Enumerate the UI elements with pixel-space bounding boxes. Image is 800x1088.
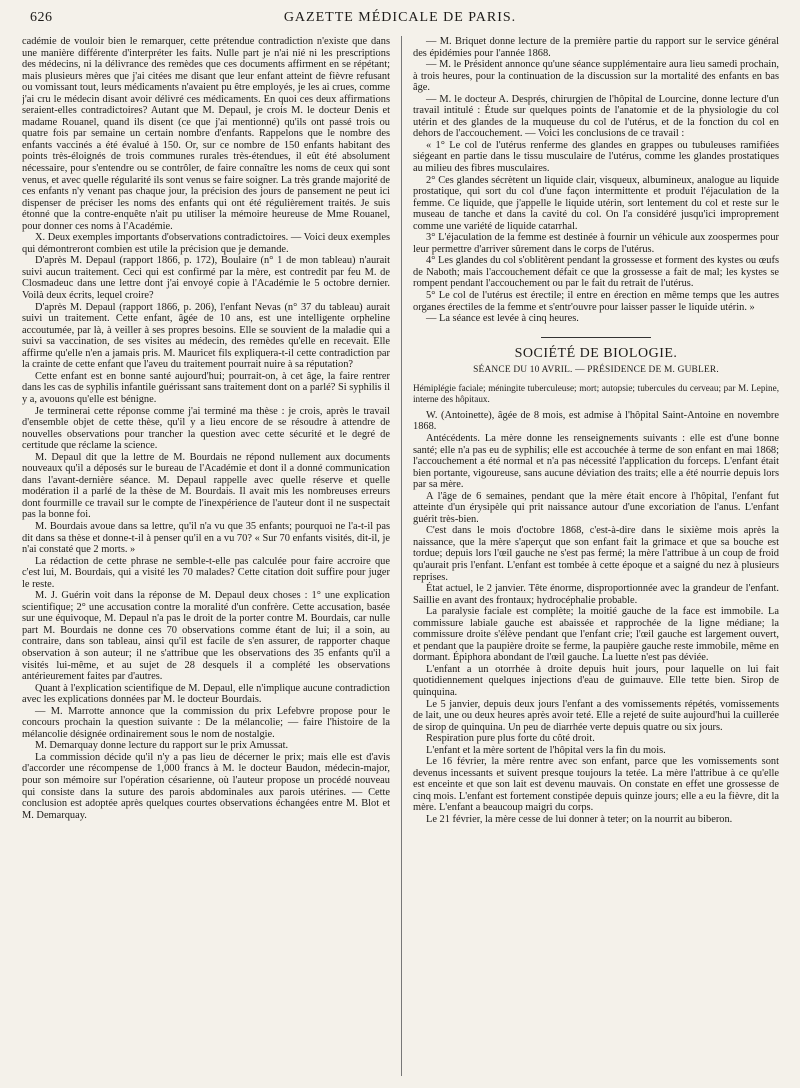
paragraph: Cette enfant est en bonne santé aujourd'hui; pourrait-on, à cet âge, la faire rentrer dans les cas de syphilis infantile guérissant sans traitement dont on a parlé? Si syphilis il y a, avouons qu'elle est bénigne. bbox=[22, 370, 390, 405]
paragraph: M. Depaul dit que la lettre de M. Bourdais ne répond nullement aux documents nouveaux qu'il a déposés sur le bureau de l'Académie et dont il a donné communication dans l'avant-dernière séance. M. Depaul rappelle avec quelle réserve et quelle modération il a parlé de la thèse de M. Bourdais. Il avait mis les nombreuses erreurs dont fourmille ce travail sur le compte de l'inexpérience de l'auteur dont il ne suspectait pas la bonne foi. bbox=[22, 451, 390, 521]
paragraph: La commission décide qu'il n'y a pas lieu de décerner le prix; mais elle est d'avis d'accorder une récompense de 1,000 francs à M. le docteur Baudon, médecin-major, pour son mémoire sur l'opération césarienne, où l'auteur propose un procédé nouveau qui consiste dans la suture des parois abdominales aux parois utérines. — Cette conclusion est adoptée après quelques courtes observations échangées entre M. Blot et M. Demarquay. bbox=[22, 751, 390, 821]
column-divider bbox=[401, 36, 402, 1076]
section-heading: X. Deux exemples importants d'observations contradictoires. — Voici deux exemples qui démontreront combien est utile la précision que je demande. bbox=[22, 232, 390, 255]
paragraph: « 1° Le col de l'utérus renferme des glandes en grappes ou tubuleuses ramifiées siégeant en partie dans le tissu musculaire de l'utérus, comme les glandes prostatiques au milieu des fibres musculaires. bbox=[413, 139, 779, 175]
paragraph: — M. le docteur A. Després, chirurgien de l'hôpital de Lourcine, donne lecture d'un travail intitulé : Étude sur quelques points de l'anatomie et de la physiologie du col utérin et des glandes de la muqueuse du col de l'utérus, et de la fonction du col en dehors de l'accouchement. — Voici les conclusions de ce travail : bbox=[413, 93, 779, 140]
paragraph: Antécédents. La mère donne les renseignements suivants : elle est d'une bonne santé; elle n'a pas eu de syphilis; elle est accouchée à terme de son enfant en mai 1868; l'accouchement a été normal et n'a pas nécessité l'application du forceps. L'enfant était bien portante, vigoureuse, sans aucune déviation des traits; elle a été nourrie depuis lors par sa mère. bbox=[413, 432, 779, 491]
paragraph: Le 21 février, la mère cesse de lui donner à teter; on la nourrit au biberon. bbox=[426, 814, 733, 825]
paragraph: M. J. Guérin voit dans la réponse de M. Depaul deux choses : 1° une explication scientifique; 2° une accusation contre la moralité d'un confrère. Cette accusation, basée sur une équivoque, M. Depaul n'a pas le droit de la porter contre M. Bourdais, car nulle part M. Bourdais ne donne ces 70 observations comme étant de lui; il a soin, au contraire, dans son tableau, ainsi qu'il est facile de s'en assurer, de rapporter chaque observation à son auteur; il ne s'attribue que les observations des 35 enfants qu'il a visités lui-même, et au sujet de 28 desquels il a complété les observations antérieurement faites par d'autres. bbox=[22, 590, 390, 683]
session-summary: Hémiplégie faciale; méningite tuberculeuse; mort; autopsie; tubercules du cerveau; par M. Lepine, interne des hôpitaux. bbox=[413, 382, 779, 405]
paragraph: M. Demarquay donne lecture du rapport sur le prix Amussat. bbox=[35, 740, 289, 752]
paragraph: 5° Le col de l'utérus est érectile; il entre en érection en même temps que les autres organes érectiles de la femme et s'entr'ouvre pour laisser passer le liquide utérin. » bbox=[413, 290, 779, 313]
paragraph: Le 5 janvier, depuis deux jours l'enfant a des vomissements répétés, vomissements de lait, une ou deux heures après avoir teté. Elle a rejeté de suite aujourd'hui la cuillerée de sirop de quinquina. Un peu de diarrhée verte depuis quatre ou six jours. bbox=[413, 698, 779, 733]
left-column bbox=[22, 36, 390, 1078]
paragraph: La rédaction de cette phrase ne semble-t-elle pas calculée pour faire accroire que c'est lui, M. Bourdais, qui a visité les 70 malades? Cette citation doit suffire pour juger le reste. bbox=[22, 555, 390, 590]
paragraph: La paralysie faciale est complète; la moitié gauche de la face est immobile. La commissure labiale gauche est abaissée et rapprochée de la ligne médiane; la commissure droite s'élève pendant que l'enfant crie; l'œil gauche est largement ouvert, et pendant que la paupière droite se ferme, la paupière gauche reste immobile, même en dormant. Épiphora abondant de l'œil gauche. La luette n'est pas déviée. bbox=[413, 606, 779, 664]
paragraph: D'après M. Depaul (rapport 1866, p. 172), Boulaire (n° 1 de mon tableau) n'aurait suivi aucun traitement. Ceci qui est confirmé par la mère, est contredit par feu M. de Closmadeuc dans une lettre dont j'ai envoyé copie à l'Académie le 5 octobre dernier. Voilà deux écrits, lequel croire? bbox=[22, 255, 390, 302]
section-rule bbox=[541, 337, 651, 338]
paragraph: — M. le Président annonce qu'une séance supplémentaire aura lieu samedi prochain, à trois heures, pour la continuation de la discussion sur la mortalité des enfants en bas âge. bbox=[413, 59, 779, 94]
society-title: SOCIÉTÉ DE BIOLOGIE. bbox=[514, 345, 678, 361]
page-header bbox=[12, 8, 788, 30]
paragraph: Le 16 février, la mère rentre avec son enfant, parce que les vomissements sont devenus incessants et suivent presque toujours la tetée. La mère l'attribue à ce qu'elle est enceinte et que son lait est devenu mauvais. On constate en effet une grossesse de cinq mois. L'enfant est fortement constipée depuis quinze jours; elle a eu la fièvre, dit la mère. L'enfant a beaucoup maigri du corps. bbox=[413, 756, 779, 814]
paragraph: M. Bourdais avoue dans sa lettre, qu'il n'a vu que 35 enfants; pourquoi ne l'a-t-il pas dit dans sa thèse et donne-t-il à penser qu'il en a vu 70? « Sur 70 enfants visités, dit-il, je n'ai constaté que 2 morts. » bbox=[22, 520, 390, 556]
paragraph: État actuel, le 2 janvier. Tête énorme, disproportionnée avec la grandeur de l'enfant. Saillie en avant des frontaux; hydrocéphalie probable. bbox=[413, 583, 779, 606]
paragraph: L'enfant et la mère sortent de l'hôpital vers la fin du mois. bbox=[426, 744, 666, 756]
paragraph: Je terminerai cette réponse comme j'ai terminé ma thèse : je crois, après le travail d'ensemble objet de cette thèse, qu'il y a lieu encore de se résoudre à attendre de nouvelles observations pour trancher la question avec cette sécurité et le degré de certitude que réclame la science. bbox=[22, 405, 390, 452]
paragraph: L'enfant a un otorrhée à droite depuis huit jours, pour laquelle on lui fait quotidiennement quelques injections d'eau de guimauve. Elle tette bien. Sirop de quinquina. bbox=[413, 663, 779, 698]
paragraph: — M. Briquet donne lecture de la première partie du rapport sur le service général des épidémies pour l'année 1868. bbox=[413, 36, 779, 59]
paragraph: — M. Marrotte annonce que la commission du prix Lefebvre propose pour le concours prochain la question suivante : De la mélancolie; — faire l'histoire de la mélancolie désignée ordinairement sous le nom de nostalgie. bbox=[22, 705, 390, 740]
paragraph: D'après M. Depaul (rapport 1866, p. 206), l'enfant Nevas (n° 37 du tableau) aurait suivi un traitement. Cette enfant, âgée de 10 ans, est une intelligente orpheline accoutumée, par là, à veiller à ses propres besoins. Elle se souvient de la maladie qui a suivi sa vaccination, de ses visites au médecin, des remèdes qu'elle en recevait. Elle affirme qu'elle n'en a jamais pris. M. Mauricet fils expliquera-t-il cette contradiction par la crainte de cette enfant que l'aveu du traitement pourrait nuire à sa réputation? bbox=[22, 301, 390, 371]
page-number: 626 bbox=[30, 10, 53, 25]
paragraph: 4° Les glandes du col s'oblitèrent pendant la grossesse et forment des kystes ou œufs de Naboth; mais l'accouchement défait ce que la grossesse a fait de mal; les kystes se rompent pendant l'accouchement ou par le fait du retrait de l'utérus. bbox=[413, 255, 779, 290]
paragraph: C'est dans le mois d'octobre 1868, c'est-à-dire dans le sixième mois après la naissance, que la mère s'aperçut que son enfant fait la grimace et que sa bouche est tordue; depuis lors l'œil gauche ne s'est pas fermé; la mère l'attribue à un coup de froid qu'aurait pris l'enfant. L'enfant est tombée à cette époque et a saigné du nez à plusieurs reprises. bbox=[413, 525, 779, 583]
paragraph: 2° Ces glandes sécrètent un liquide clair, visqueux, albumineux, analogue au liquide prostatique, qui sort du col d'une façon intermittente et produit l'éjaculation de la femme. Ce liquide, que j'appelle le liquide utérin, sort lentement du col et reste sur le museau de tanche et dans la cavité du col. On l'a considéré jusqu'ici improprement comme une variété de liquide catarrhal. bbox=[413, 174, 779, 232]
journal-title: GAZETTE MÉDICALE DE PARIS. bbox=[283, 10, 517, 25]
paragraph: Quant à l'explication scientifique de M. Depaul, elle n'implique aucune contradiction avec les explications données par M. le docteur Bourdais. bbox=[22, 682, 390, 706]
paragraph: — La séance est levée à cinq heures. bbox=[426, 313, 579, 325]
paragraph: 3° L'éjaculation de la femme est destinée à fournir un véhicule aux zoospermes pour leur permettre d'arriver sûrement dans le corps de l'utérus. bbox=[413, 232, 779, 255]
right-column bbox=[413, 36, 779, 1078]
paragraph: A l'âge de 6 semaines, pendant que la mère était encore à l'hôpital, l'enfant fut atteinte d'un érysipèle qui prit naissance autour d'une excoriation de l'anus. L'enfant guérit très-bien. bbox=[413, 490, 779, 525]
paragraph: W. (Antoinette), âgée de 8 mois, est admise à l'hôpital Saint-Antoine en novembre 1868. bbox=[413, 409, 779, 433]
paragraph: cadémie de vouloir bien le remarquer, cette prétendue contradiction n'existe que dans une manière différente d'interpréter les faits. Nulle part je n'ai nié ni les prescriptions des médecins, ni la délivrance des remèdes que ces documents affirment en se répétant; mais plusieurs mères que j'ai citées me disant que leur enfant atteint de fièvre refusant ou vomissant tout, leurs médicaments n'avaient pu être employés, je les ai crues, comme j'ai cru le médecin disant avoir délivré ces médicaments. En quoi ces deux affirmations seraient-elles contradictoires? Autant que M. Depaul, je crois M. le docteur Denis et madame Rouanel, quand ils disent (ce que j'ai mentionné) qu'ils ont passé trois ou quatre fois par semaine un certain nombre d'enfants. Rappelons que le nombre des enfants vaccinés a été évalué à 150. Or, sur ce nombre de 150 enfants habitant des points très-éloignés de trois communes rurales très-étendues, il eût été absolument nécessaire, pour s'entendre ou se contrôler, de faire connaître les noms de ceux qui sont venus, et avec quelle régularité ils sont venus se faire soigner. La très grande majorité de ces enfants n'y venant pas chaque jour, la précision des jours de pansement ne peut ici dispenser de préciser les noms des enfants qui ont été régulièrement traités. Je suis étonné que la contre-enquête n'ait pu utiliser la mémoire heureuse de Mme Rouanel, pour donner ces noms à l'Académie. bbox=[22, 36, 390, 232]
paragraph: Respiration pure plus forte du côté droit. bbox=[426, 733, 595, 745]
session-line: SÉANCE DU 10 AVRIL. — PRÉSIDENCE DE M. GUBLER. bbox=[473, 365, 719, 376]
